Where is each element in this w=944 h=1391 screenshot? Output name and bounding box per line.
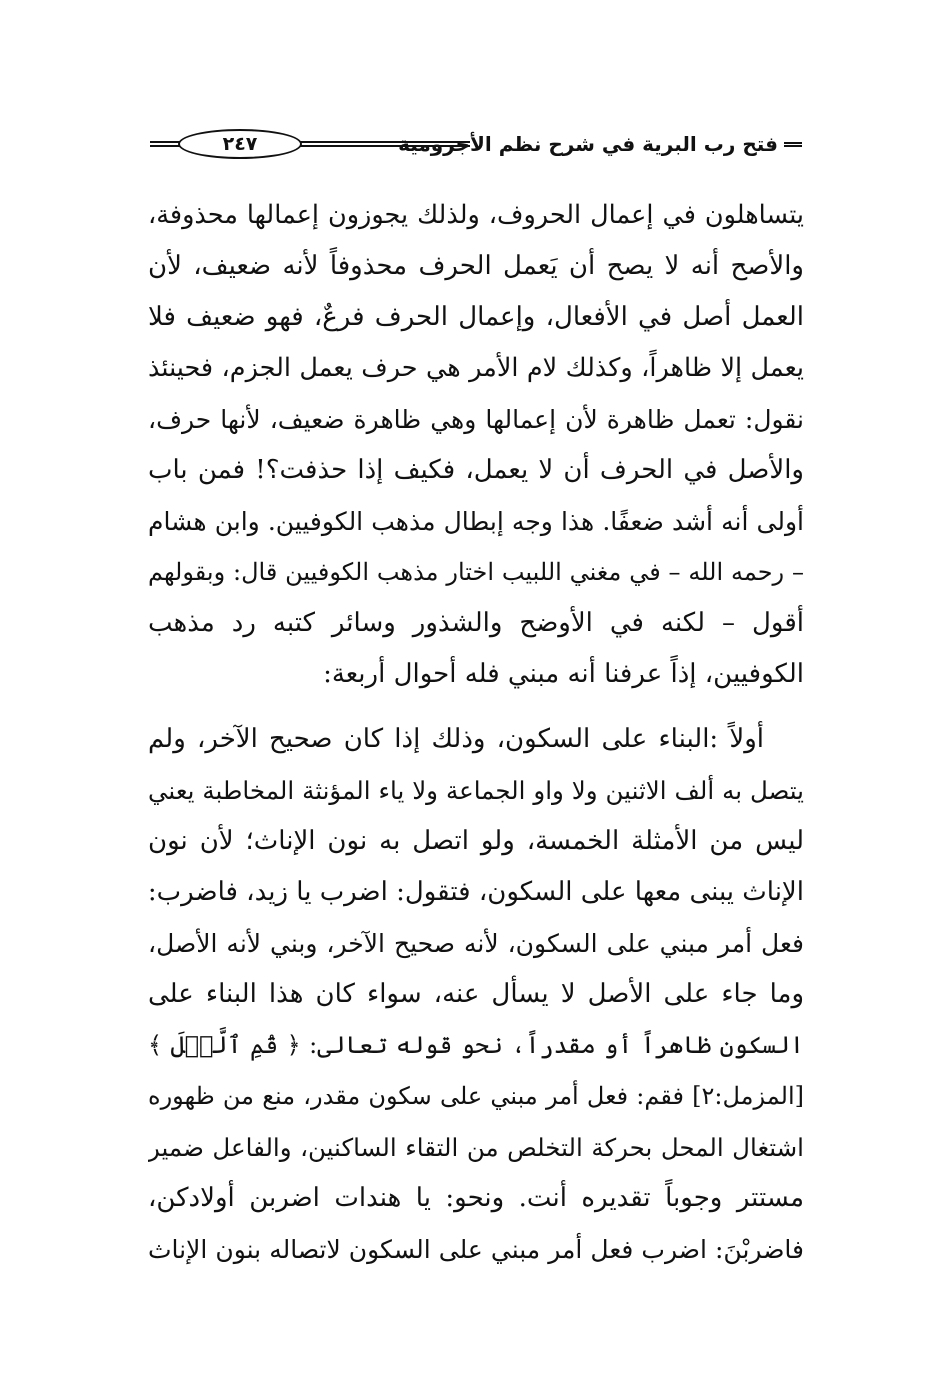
book-title: فتح رب البرية في شرح نظم الأجرومية bbox=[398, 132, 778, 156]
text-line: أولاً :البناء على السكون، وذلك إذا كان صحيح الآخر، ولم bbox=[148, 724, 764, 754]
text-line: يعمل إلا ظاهراً، وكذلك لام الأمر هي حرف يعمل الجزم، فحينئذ bbox=[148, 353, 804, 383]
text-line: مستتر وجوباً تقديره أنت. ونحو: يا هندات اضربن أولادكن، bbox=[148, 1183, 804, 1213]
text-line: العمل أصل في الأفعال، وإعمال الحرف فرعٌ، فهو ضعيف فلا bbox=[148, 302, 804, 332]
text-line: أقول – لكنه في الأوضح والشذور وسائر كتبه رد مذهب bbox=[148, 608, 804, 638]
text-line: الكوفيين، إذاً عرفنا أنه مبني فله أحوال أربعة: bbox=[323, 659, 804, 689]
text-line: يتصل به ألف الاثنين ولا واو الجماعة ولا ياء المؤنثة المخاطبة يعني bbox=[148, 776, 804, 805]
text-line: الإناث يبنى معها على السكون، فتقول: اضرب يا زيد، فاضرب: bbox=[148, 877, 804, 907]
text-line: وما جاء على الأصل لا يسأل عنه، سواء كان هذا البناء على bbox=[148, 979, 804, 1009]
text-line: فاضربْنَ: اضرب فعل أمر مبني على السكون لاتصاله بنون الإناث bbox=[148, 1235, 804, 1264]
text-line: ليس من الأمثلة الخمسة، ولو اتصل به نون الإناث؛ لأن نون bbox=[148, 826, 804, 856]
header-rule-left bbox=[150, 141, 180, 147]
text-line: أولى أنه أشد ضعفًا. هذا وجه إبطال مذهب الكوفيين. وابن هشام bbox=[148, 507, 804, 536]
text-line: اشتغال المحل بحركة التخلص من التقاء الساكنين، والفاعل ضمير bbox=[148, 1133, 804, 1162]
text-line: السكون ظاهراً أو مقدراً، نحو قوله تعالى: ﴿ قُمِ ٱلَّيۡلَ ﴾ bbox=[148, 1031, 804, 1059]
running-header bbox=[150, 126, 802, 166]
text-line: [المزمل:٢] فقم: فعل أمر مبني على سكون مقدر، منع من ظهوره bbox=[148, 1082, 804, 1110]
header-dash-ornament bbox=[784, 142, 802, 147]
header-rule bbox=[300, 141, 470, 147]
paragraph-1 bbox=[148, 190, 804, 700]
text-line: يتساهلون في إعمال الحروف، ولذلك يجوزون إعمالها محذوفة، bbox=[148, 200, 804, 230]
text-line: فعل أمر مبني على السكون، لأنه صحيح الآخر، وبني لأنه الأصل، bbox=[148, 929, 804, 958]
text-line: والأصل في الحرف أن لا يعمل، فكيف إذا حذفت؟! فمن باب bbox=[148, 455, 804, 485]
paragraph-2 bbox=[148, 714, 804, 1275]
text-line: والأصح أنه لا يصح أن يَعمل الحرف محذوفاً لأنه ضعيف، لأن bbox=[148, 251, 804, 281]
page-number: ٢٤٧ bbox=[178, 129, 302, 159]
body-text bbox=[148, 190, 804, 1275]
text-line: نقول: تعمل ظاهرة لأن إعمالها وهي ظاهرة ضعيف، لأنها حرف، bbox=[148, 405, 804, 434]
text-line: – رحمه الله – في مغني اللبيب اختار مذهب الكوفيين قال: وبقولهم bbox=[148, 558, 804, 586]
